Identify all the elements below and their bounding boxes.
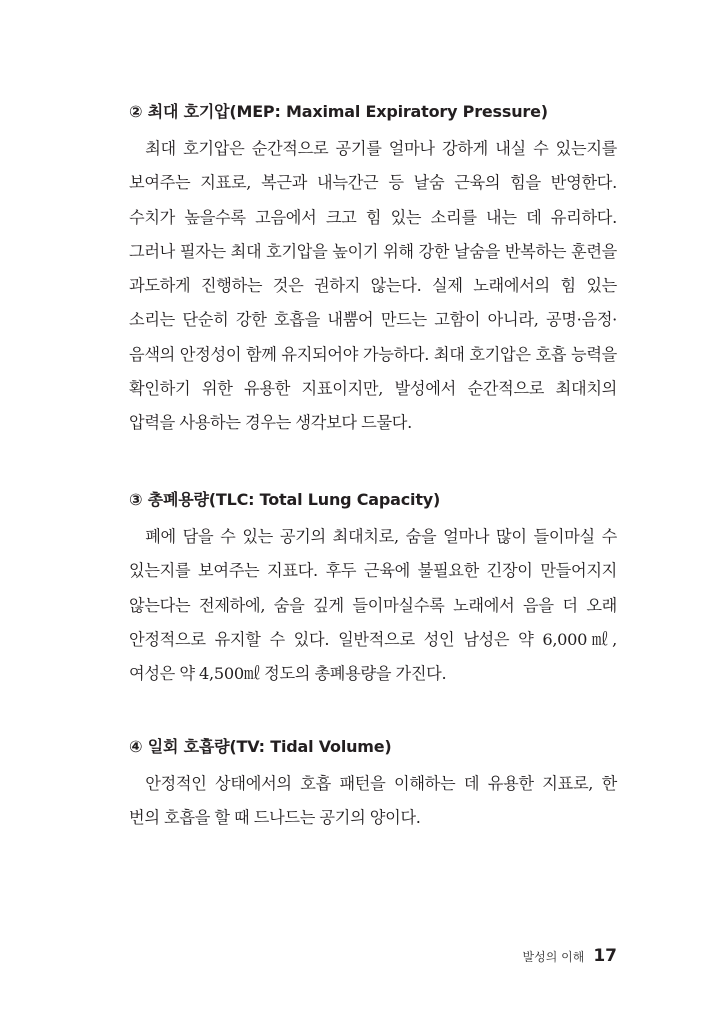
section-heading-tv: ④ 일회 호흡량(TV: Tidal Volume) [129, 737, 392, 756]
section-mep [129, 101, 617, 441]
section-body-tv: 안정적인 상태에서의 호흡 패턴을 이해하는 데 유용한 지표로, 한 번의 호흡을 할 때 드나드는 공기의 양이다. [129, 774, 617, 828]
page-footer [523, 946, 617, 966]
page-number: 17 [593, 946, 617, 966]
section-tlc [129, 489, 617, 691]
section-body-tlc: 폐에 담을 수 있는 공기의 최대치로, 숨을 얼마나 많이 들이마실 수 있는지를 보여주는 지표다. 후두 근육에 불필요한 긴장이 만들어지지 않는다는 전제하에, 숨을 깊게 들이마실수록 노래에서 음을 더 오래 안정적으로 유지할 수 있다. 일반적으로 성인 남성은 약 6,000㎖, 여성은 약 4,500㎖ 정도의 총폐용량을 가진다. [129, 527, 617, 684]
section-tv [129, 736, 617, 836]
section-heading-mep: ② 최대 호기압(MEP: Maximal Expiratory Pressure) [129, 102, 548, 121]
section-heading-tlc: ③ 총폐용량(TLC: Total Lung Capacity) [129, 490, 441, 509]
running-title: 발성의 이해 [522, 950, 585, 964]
section-body-mep: 최대 호기압은 순간적으로 공기를 얼마나 강하게 내실 수 있는지를 보여주는 지표로, 복근과 내늑간근 등 날숨 근육의 힘을 반영한다. 수치가 높을수록 고음에서 크고 힘 있는 소리를 내는 데 유리하다. 그러나 필자는 최대 호기압을 높이기 위해 강한 날숨을 반복하는 훈련을 과도하게 진행하는 것은 권하지 않는다. 실제 노래에서의 힘 있는 소리는 단순히 강한 호흡을 내뿜어 만드는 고함이 아니라, 공명·음정·음색의 안정성이 함께 유지되어야 가능하다. 최대 호기압은 호흡 능력을 확인하기 위한 유용한 지표이지만, 발성에서 순간적으로 최대치의 압력을 사용하는 경우는 생각보다 드물다. [129, 139, 617, 433]
